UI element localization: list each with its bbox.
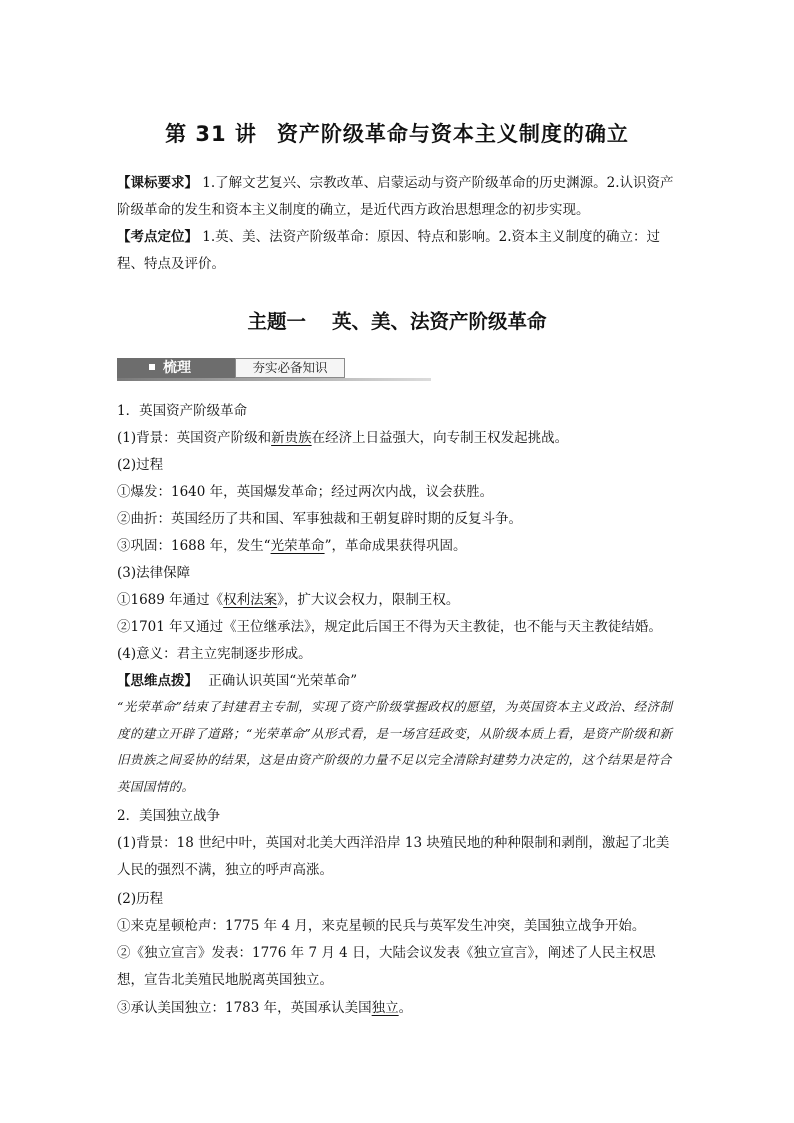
text-segment: 》，扩大议会权力，限制王权。	[277, 592, 460, 608]
banner-rule	[117, 378, 431, 381]
curriculum-requirements	[117, 170, 682, 224]
section-heading-england: 1．英国资产阶级革命	[117, 403, 248, 419]
text-segment: ③巩固：1688 年，发生“	[117, 538, 271, 554]
banner-subtitle: 夯实必备知识	[235, 358, 345, 378]
england-consolidate	[117, 536, 682, 556]
england-law-heading: (3)法律保障	[117, 565, 191, 581]
topic-title-text: 英、美、法资产阶级革命	[332, 310, 547, 333]
underlined-term: 光荣革命	[270, 538, 325, 554]
america-lexington: ①来克星顿枪声：1775 年 4 月，来克星顿的民兵与英军发生冲突，美国独立战争开始。	[117, 918, 646, 934]
england-background	[117, 428, 682, 448]
america-course-heading: (2)历程	[117, 891, 164, 907]
section-banner	[117, 356, 431, 382]
insight-tag: 【思维点拨】	[117, 673, 198, 689]
banner-label-text: 梳理	[163, 360, 191, 376]
insight-heading	[117, 671, 682, 691]
text-segment: ”，革命成果获得巩固。	[324, 538, 467, 554]
america-declaration: ②《独立宣言》发表：1776 年 7 月 4 日，大陆会议发表《独立宣言》，阐述了人民主权思想，宣告北美殖民地脱离英国独立。	[117, 945, 656, 988]
banner-label	[117, 358, 235, 378]
underlined-term: 权利法案	[223, 592, 278, 608]
exam-focus-text: 1.英、美、法资产阶级革命：原因、特点和影响。2.资本主义制度的确立：过程、特点及评价。	[117, 229, 661, 272]
england-twist: ②曲折：英国经历了共和国、军事独裁和王朝复辟时期的反复斗争。	[117, 511, 522, 527]
america-recognition	[117, 998, 682, 1018]
underlined-term: 新贵族	[271, 430, 312, 446]
england-significance: (4)意义：君主立宪制逐步形成。	[117, 646, 312, 662]
exam-focus-tag: 【考点定位】	[117, 229, 198, 245]
england-law-2: ②1701 年又通过《王位继承法》，规定此后国王不得为天主教徒，也不能与天主教徒结婚。	[117, 619, 662, 635]
exam-focus	[117, 224, 682, 278]
america-background: (1)背景：18 世纪中叶，英国对北美大西洋沿岸 13 块殖民地的种种限制和剥削，激起了北美人民的强烈不满，独立的呼声高涨。	[117, 835, 670, 878]
lecture-number: 第 31 讲	[165, 122, 257, 146]
england-outbreak: ①爆发：1640 年，英国爆发革命；经过两次内战，议会获胜。	[117, 484, 494, 500]
text-segment: 在经济上日益强大，向专制王权发起挑战。	[311, 430, 569, 446]
text-segment: ①1689 年通过《	[117, 592, 224, 608]
england-process-heading: (2)过程	[117, 457, 164, 473]
underlined-term: 独立	[371, 1000, 399, 1016]
square-bullet-icon	[149, 364, 155, 370]
text-segment: ③承认美国独立：1783 年，英国承认美国	[117, 1000, 372, 1016]
section-heading-america: 2．美国独立战争	[117, 808, 221, 824]
insight-title: 正确认识英国“光荣革命”	[208, 673, 358, 689]
topic-label: 主题一	[247, 310, 306, 333]
england-law-1	[117, 590, 682, 610]
insight-text: “光荣革命”结束了封建君主专制，实现了资产阶级掌握政权的愿望，为英国资本主义政治、经济制度的建立开辟了道路；“光荣革命”从形式看，是一场宫廷政变，从阶级本质上看，是资产阶级和新旧贵族之间妥协的结果，这是由资产阶级的力量不足以完全清除封建势力决定的，这个结果是符合英国国情的。	[117, 699, 673, 794]
lecture-title	[0, 118, 794, 148]
text-segment: 。	[398, 1000, 413, 1016]
topic-title	[0, 306, 794, 334]
lecture-title-text: 资产阶级革命与资本主义制度的确立	[276, 122, 629, 146]
requirements-text: 1.了解文艺复兴、宗教改革、启蒙运动与资产阶级革命的历史渊源。2.认识资产阶级革命的发生和资本主义制度的确立，是近代西方政治思想理念的初步实现。	[117, 175, 674, 218]
text-segment: (1)背景：英国资产阶级和	[117, 430, 272, 446]
requirements-tag: 【课标要求】	[117, 175, 198, 191]
